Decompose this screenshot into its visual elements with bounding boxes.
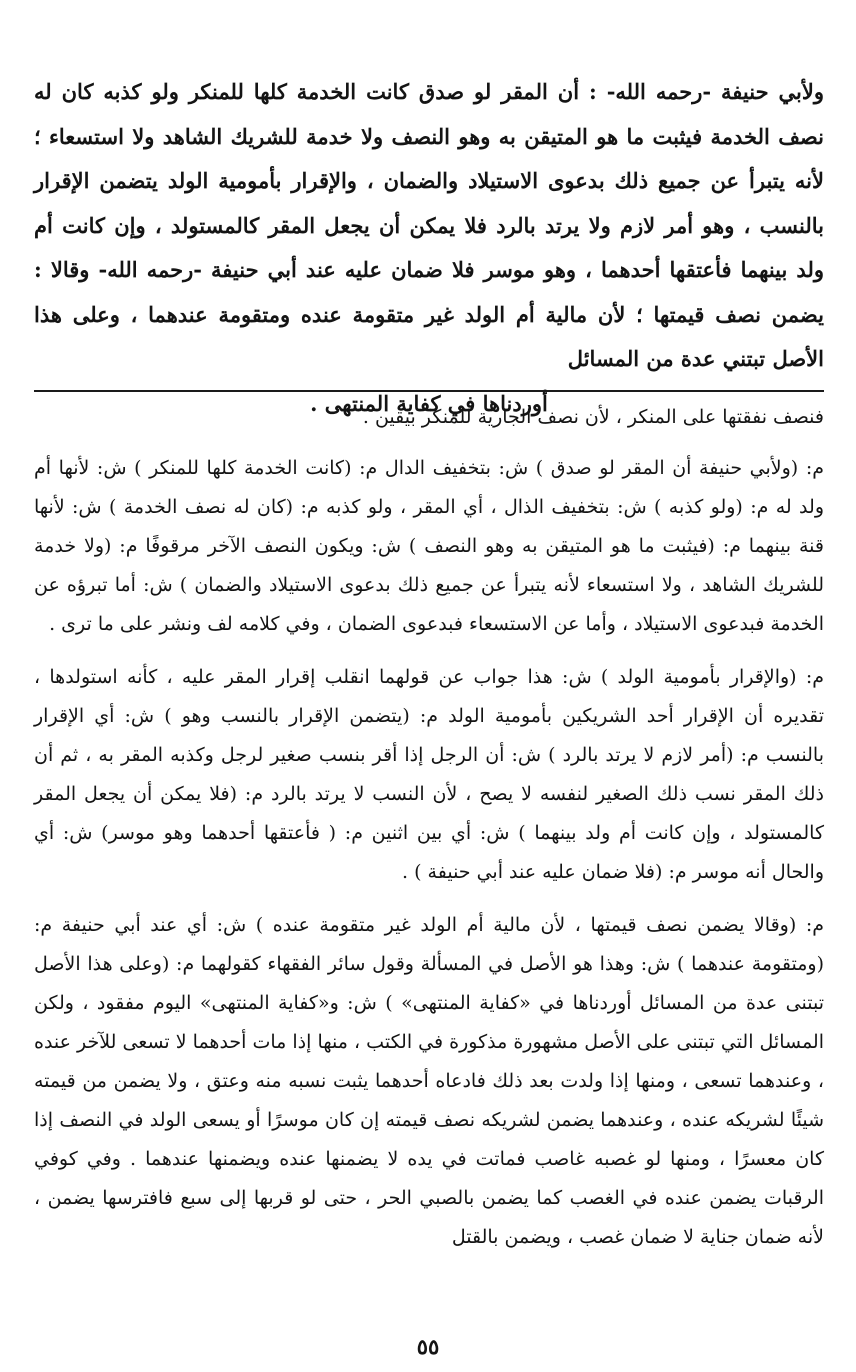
- matn-section: [34, 70, 824, 426]
- sharh-section: [34, 398, 824, 1271]
- sharh-paragraph-2: م: (ولأبي حنيفة أن المقر لو صدق ) ش: بتخفيف الدال م: (كانت الخدمة كلها للمنكر ) ش: لأنها أم ولد له م: (ولو كذبه ) ش: بتخفيف الذال ، أي المقر ، ولو كذبه م: (كان له نصف الخدمة ) ش: لأنها قنة بينهما م: (فيثبت ما هو المتيقن به وهو النصف ) ش: ويكون النصف الآخر مرقوفًا م: (ولا خدمة للشريك الشاهد ، ولا استسعاء لأنه يتبرأ عن جميع ذلك بدعوى الاستيلاد والضمان ) ش: أما تبرؤه عن الخدمة فبدعوى الاستيلاد ، وأما عن الاستسعاء فبدعوى الضمان ، وفي كلامه لف ونشر على ما ترى .: [34, 457, 824, 635]
- footnote-divider: [34, 390, 824, 392]
- matn-text: [34, 70, 824, 426]
- page-number: ٥٥: [416, 1334, 440, 1359]
- sharh-paragraph-3: م: (والإقرار بأمومية الولد ) ش: هذا جواب عن قولهما انقلب إقرار المقر عليه ، كأنه استولدها ، تقديره أن الإقرار أحد الشريكين بأمومية الولد م: (يتضمن الإقرار بالنسب وهو ) ش: أي الإقرار بالنسب م: (أمر لازم لا يرتد بالرد ) ش: أن الرجل إذا أقر بنسب صغير لرجل وكذبه المقر به ، ثم أن ذلك المقر نسب ذلك الصغير لنفسه لا يصح ، لأن النسب لا يرتد بالرد م: (فلا يمكن أن يجعل المقر كالمستولد ، وإن كانت أم ولد بينهما ) ش: أي بين اثنين م: ( فأعتقها أحدهما وهو موسر) ش: أي والحال أنه موسر م: (فلا ضمان عليه عند أبي حنيفة ) .: [34, 666, 824, 883]
- sharh-paragraph-1: فنصف نفقتها على المنكر ، لأن نصف الجارية للمنكر بيقين .: [362, 406, 824, 428]
- matn-body: ولأبي حنيفة -رحمه الله- : أن المقر لو صدق كانت الخدمة كلها للمنكر ولو كذبه كان له نصف الخدمة فيثبت ما هو المتيقن به وهو النصف ولا خدمة للشريك الشاهد ولا استسعاء ؛ لأنه يتبرأ عن جميع ذلك بدعوى الاستيلاد والضمان ، والإقرار بأمومية الولد يتضمن الإقرار بالنسب ، وهو أمر لازم ولا يرتد بالرد فلا يمكن أن يجعل المقر كالمستولد ، وإن كانت أم ولد بينهما فأعتقها أحدهما ، وهو موسر فلا ضمان عليه عند أبي حنيفة -رحمه الله- وقالا : يضمن نصف قيمتها ؛ لأن مالية أم الولد غير متقومة عنده ومتقومة عندهما ، وعلى هذا الأصل تبتني عدة من المسائل: [34, 79, 824, 371]
- sharh-paragraph-4: م: (وقالا يضمن نصف قيمتها ، لأن مالية أم الولد غير متقومة عنده ) ش: أي عند أبي حنيفة م: (ومتقومة عندهما ) ش: وهذا هو الأصل في المسألة وقول سائر الفقهاء كقولهما م: (وعلى هذا الأصل تبتنى عدة من المسائل أوردناها في «كفاية المنتهى» ) ش: و«كفاية المنتهى» اليوم مفقود ، ولكن المسائل التي تبتنى على الأصل مشهورة مذكورة في الكتب ، منها إذا مات أحدهما لا تسعى للآخر عنده ، وعندهما تسعى ، ومنها إذا ولدت بعد ذلك فادعاه أحدهما يثبت نسبه منه وعتق ، ولا يضمن من قيمته شيئًا لشريكه عنده ، وعندهما يضمن لشريكه نصف قيمته إن كان موسرًا أو يسعى الولد في النصف إذا كان معسرًا ، ومنها لو غصبه غاصب فماتت في يده لا يضمنها عنده ويضمنها عندهما . وفي كوفي الرقبات يضمن عنده في الغصب كما يضمن بالصبي الحر ، حتى لو قربها إلى سبع فافترسها يضمن ، لأنه ضمان جناية لا ضمان غصب ، ويضمن بالقتل: [34, 914, 824, 1248]
- matn-last-line: أوردناها في كفاية المنتهى .: [310, 390, 548, 416]
